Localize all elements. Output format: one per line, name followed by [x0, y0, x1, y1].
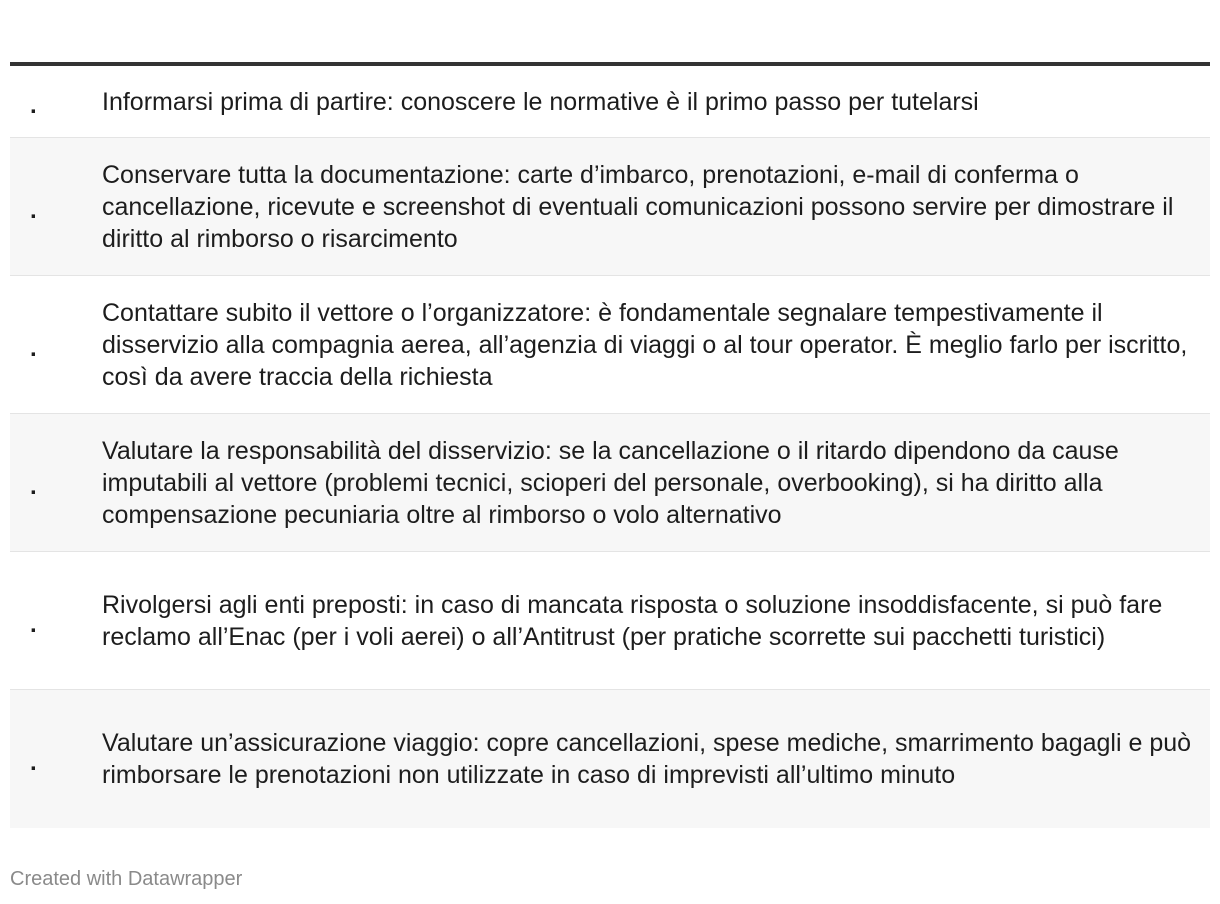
row-bullet: . [30, 196, 37, 224]
row-text: Rivolgersi agli enti preposti: in caso di mancata risposta o soluzione insoddisfacente, si può fare reclamo all’Enac (per i voli aerei) o all’Antitrust (per pratiche scorrette sui pacchetti turistici) [102, 590, 1163, 651]
table-row [10, 276, 1210, 414]
table-row [10, 66, 1210, 138]
row-text: Contattare subito il vettore o l’organizzatore: è fondamentale segnalare tempestivamente il disservizio alla compagnia aerea, all’agenzia di viaggi o al tour operator. È meglio farlo per iscritto, così da avere traccia della richiesta [102, 298, 1188, 391]
table-row [10, 552, 1210, 690]
row-text: Valutare un’assicurazione viaggio: copre cancellazioni, spese mediche, smarrimento bagagli e può rimborsare le prenotazioni non utilizzate in caso di imprevisti all’ultimo minuto [102, 729, 1192, 789]
row-text: Valutare la responsabilità del disservizio: se la cancellazione o il ritardo dipendono da cause imputabili al vettore (problemi tecnici, scioperi del personale, overbooking), si ha diritto alla compensazione pecuniaria oltre al rimborso o volo alternativo [102, 436, 1119, 529]
table-row [10, 138, 1210, 276]
row-text: Informarsi prima di partire: conoscere le normative è il primo passo per tutelarsi [102, 87, 979, 116]
row-bullet: . [30, 472, 37, 500]
table-row [10, 690, 1210, 828]
row-text: Conservare tutta la documentazione: carte d’imbarco, prenotazioni, e-mail di conferma o cancellazione, ricevute e screenshot di eventuali comunicazioni possono servire per dimostrare il diritto al rimborso o risarcimento [102, 160, 1174, 253]
row-bullet: . [30, 610, 37, 638]
row-bullet: . [30, 334, 37, 362]
datawrapper-credit-link[interactable]: Created with Datawrapper [10, 868, 243, 890]
row-bullet: . [30, 749, 37, 776]
row-bullet: . [30, 91, 37, 119]
tips-table [10, 62, 1210, 828]
table-row [10, 414, 1210, 552]
